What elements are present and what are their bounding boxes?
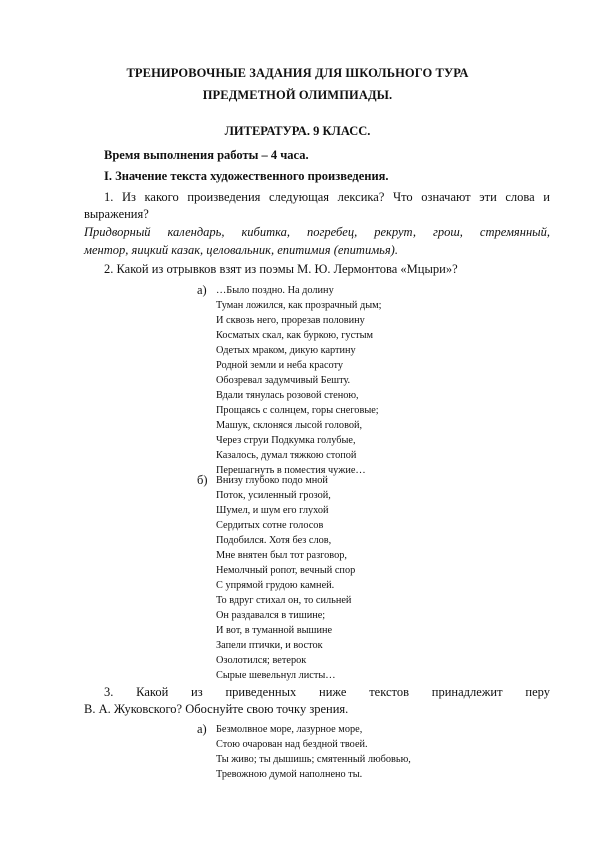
title-line-1: ТРЕНИРОВОЧНЫЕ ЗАДАНИЯ ДЛЯ ШКОЛЬНОГО ТУРА [126,66,469,80]
poem-line: Безмолвное море, лазурное море, [216,724,363,735]
question-3-line-1 [104,685,550,700]
title-line-2: ПРЕДМЕТНОЙ ОЛИМПИАДЫ. [202,88,393,102]
question-1-word: какого [144,190,179,204]
poem-line: Внизу глубоко подо мной [216,475,328,486]
poem-line: Подобился. Хотя без слов, [216,535,332,546]
poem-line: Через струи Подкумка голубые, [216,435,356,446]
question-1-terms-line-1 [84,225,550,240]
question-1-word: Что [392,190,413,204]
question-1-word: следующая [268,190,330,204]
question-3-word: текстов [369,685,409,699]
question-1-word: означают [421,190,471,204]
poem-line: Родной земли и неба красоту [216,360,344,371]
poem-line: Мне внятен был тот разговор, [216,550,347,561]
option-b-label: б) [197,473,208,487]
poem-line: Поток, усиленный грозой, [216,490,331,501]
subject-heading: ЛИТЕРАТУРА. 9 КЛАСС. [224,124,371,138]
poem-line: Машук, склоняся лысой головой, [216,420,363,431]
question-1-term: Придворный [84,225,151,239]
section-1-title: I. Значение текста художественного произведения. [104,169,389,183]
poem-line: Он раздавался в тишине; [216,610,326,621]
poem-line: …Было поздно. На долину [216,285,334,296]
poem-line: То вдруг стихал он, то сильней [216,595,352,606]
question-1-terms-line-2: ментор, яицкий казак, целовальник, епитимия (епитимья). [84,243,398,257]
time-limit: Время выполнения работы – 4 часа. [104,148,309,162]
question-2-text: 2. Какой из отрывков взят из поэмы М. Ю. Лермонтова «Мцыри»? [104,262,458,276]
poem-line: Туман ложился, как прозрачный дым; [216,300,382,311]
poem-line: Сырые шевельнул листы… [216,670,336,681]
poem-option-a [216,283,382,478]
poem-line: С упрямой грудою камней. [216,580,335,591]
question-1-term: грош, [432,225,463,239]
question-1-line-2: выражения? [84,207,149,221]
question-3-word: ниже [319,685,347,699]
question-1-term: кибитка, [241,225,291,239]
question-1-word: 1. [104,190,114,204]
poem-line: Перешагнуть в поместия чужие… [216,465,366,476]
question-3-word: 3. [104,685,114,699]
question-1-word: произведения [187,190,261,204]
poem-line: Тревожною думой наполнено ты. [216,769,363,780]
question-3-word: из [191,685,203,699]
question-3-line-2: В. А. Жуковского? Обоснуйте свою точку зрения. [84,702,349,716]
poem-option-b [216,473,355,683]
poem-line: Казалось, думал тяжкою стопой [216,450,357,461]
poem-line: Обозревал задумчивый Бешту. [216,375,351,386]
poem-line: Одетых мраком, дикую картину [216,345,356,356]
poem-line: Вдали тянулась розовой стеною, [216,390,359,401]
poem-line: Немолчный ропот, вечный спор [216,565,356,576]
question-3-word: приведенных [225,685,297,699]
question-1-word: Из [121,190,136,204]
poem-line: И сквозь него, прорезав половину [216,315,365,326]
question-1-term: стремянный, [479,225,550,239]
poem-line: Прощаясь с солнцем, горы снеговые; [216,405,379,416]
poem-line: Запели птички, и восток [216,640,323,651]
question-1-line-1 [104,190,550,205]
question-1-word: слова [505,190,535,204]
poem-line: Шумел, и шум его глухой [216,505,329,516]
question-3-word: принадлежит [431,685,503,699]
question-1-term: погребец, [307,225,358,239]
question-1-word: и [543,190,550,204]
poem-line: Стою очарован над бездной твоей. [216,739,368,750]
question-3-word: Какой [136,685,169,699]
poem-line: Ты живо; ты дышишь; смятенный любовью, [216,754,411,765]
option-a-label: а) [197,283,207,297]
poem-line: Сердитых сотне голосов [216,520,324,531]
question-1-word: лексика? [337,190,385,204]
poem-line: И вот, в туманной вышине [216,625,333,636]
question-1-term: календарь, [167,225,225,239]
q3-option-a-label: а) [197,722,207,736]
q3-poem-option-a [216,722,411,782]
question-3-word: перу [525,685,550,699]
poem-line: Косматых скал, как буркою, густым [216,330,374,341]
question-1-word: эти [479,190,497,204]
question-1-term: рекрут, [374,225,416,239]
poem-line: Озолотился; ветерок [216,655,307,666]
